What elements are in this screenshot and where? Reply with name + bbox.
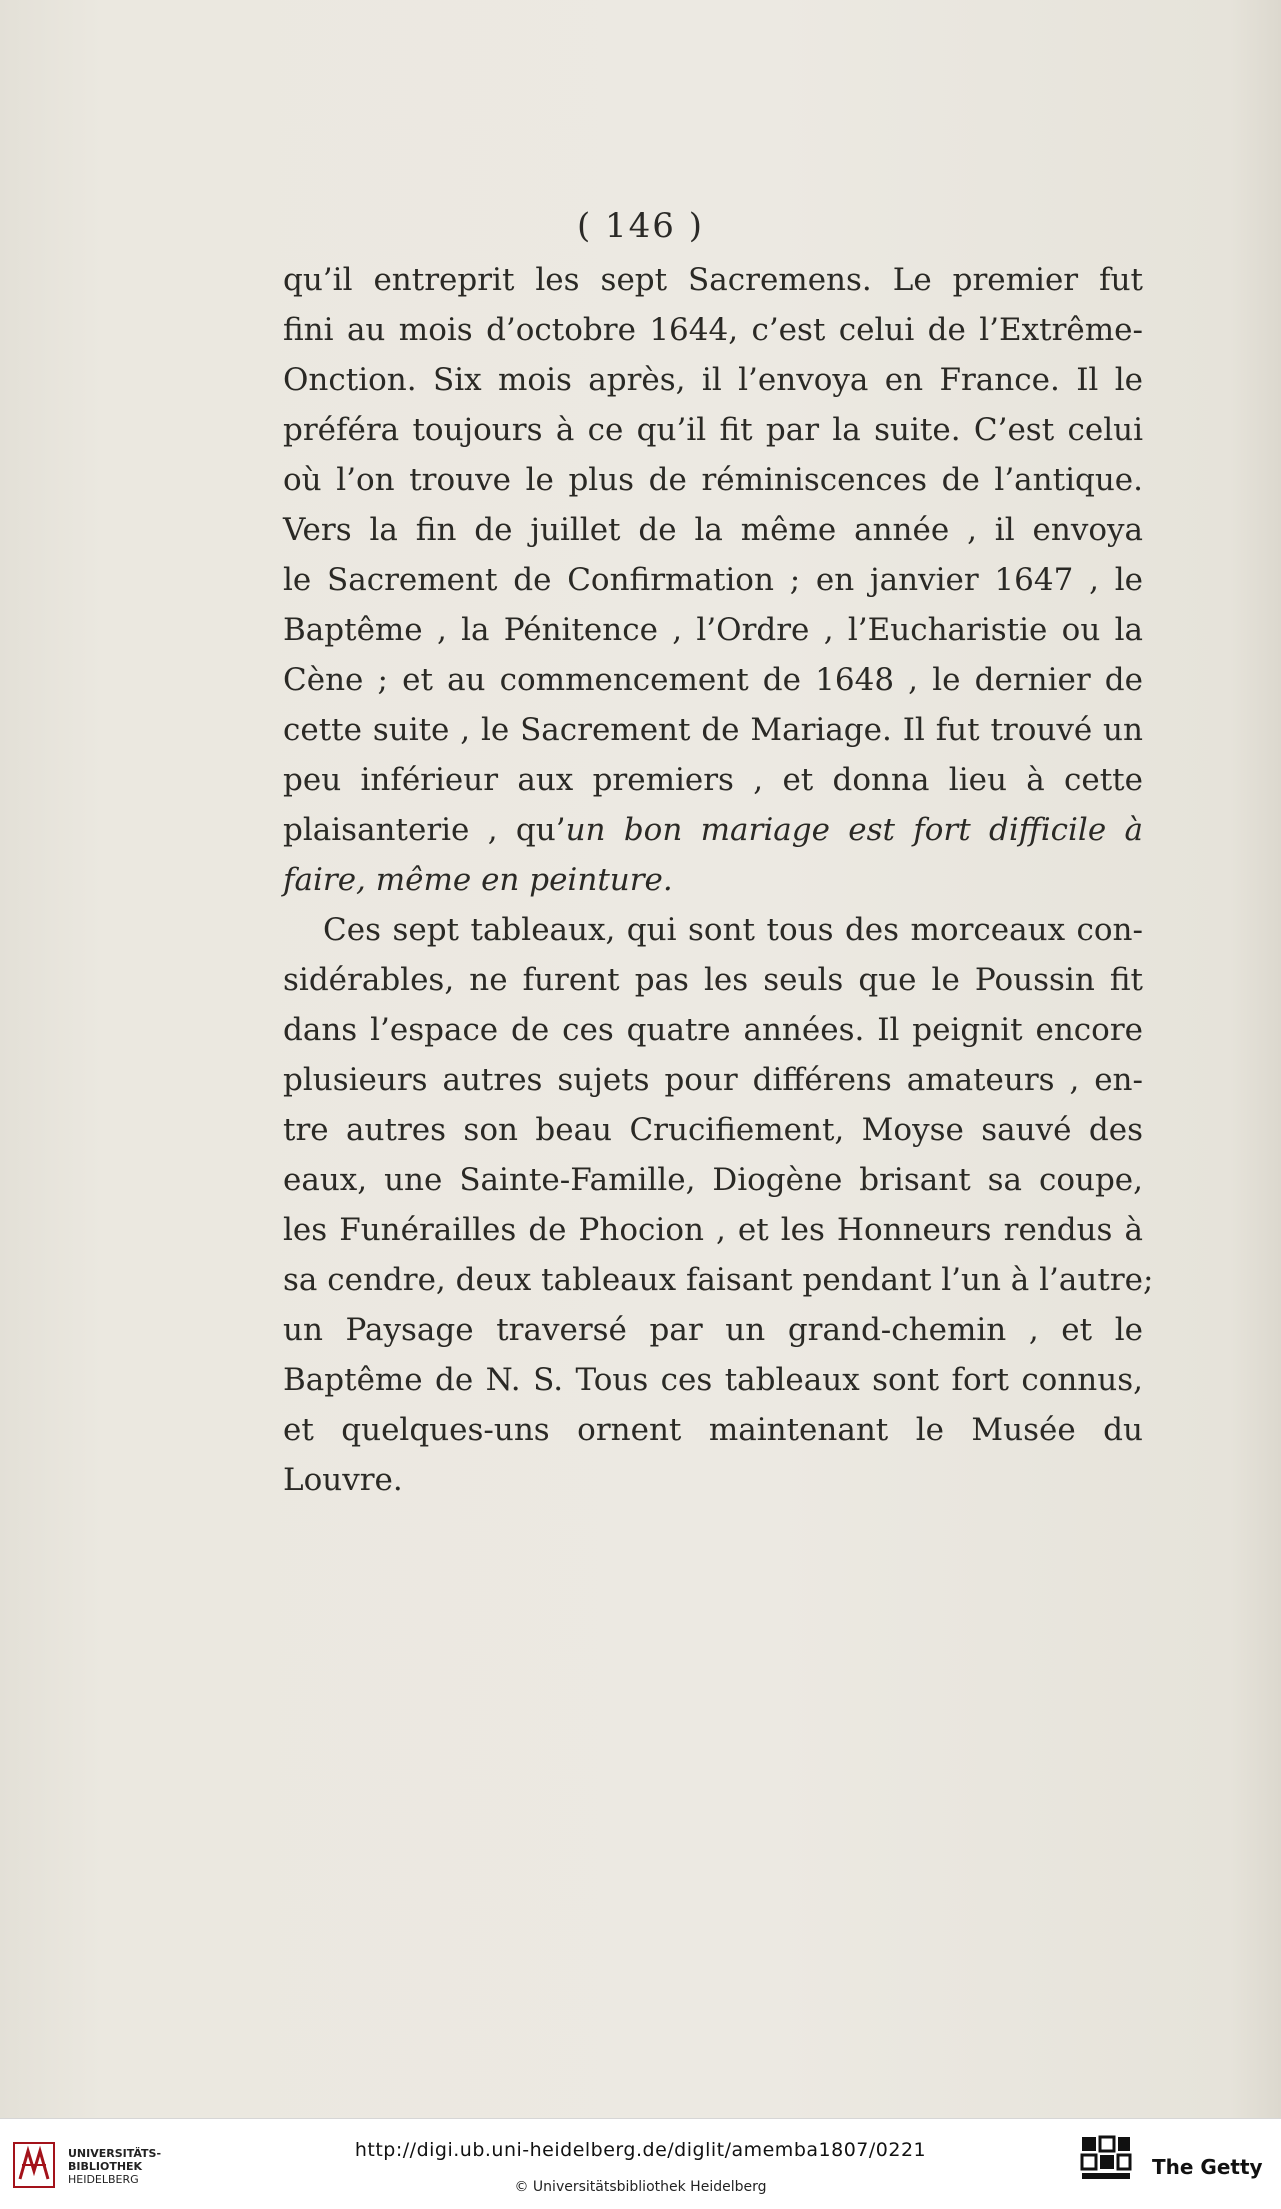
text-line: sidérables, ne furent pas les seuls que le Poussin fit	[283, 962, 1143, 998]
text-line: qu’il entreprit les sept Sacremens. Le premier fut	[283, 262, 1143, 298]
text-line: un Paysage traversé par un grand-chemin , et le	[283, 1312, 1143, 1348]
permalink-url[interactable]: http://digi.ub.uni-heidelberg.de/diglit/amemba1807/0221	[354, 2139, 927, 2161]
text-line: et quelques-uns ornent maintenant le Musée du	[283, 1412, 1143, 1448]
getty-logo-icon	[1078, 2131, 1134, 2191]
text-line: préféra toujours à ce qu’il fit par la suite. C’est celui	[283, 412, 1143, 448]
text-line-italic: faire, même en peinture.	[283, 862, 673, 898]
line-prefix: plaisanterie , qu’	[283, 812, 566, 848]
text-line: Cène ; et au commencement de 1648 , le dernier de	[283, 662, 1143, 698]
text-line: Louvre.	[283, 1462, 403, 1498]
library-name-line: UNIVERSITÄTS-	[68, 2147, 162, 2160]
text-line: plusieurs autres sujets pour différens amateurs , en-	[283, 1062, 1143, 1098]
paragraph-start-line: Ces sept tableaux, qui sont tous des morceaux con-	[323, 912, 1143, 948]
text-line: sa cendre, deux tableaux faisant pendant l’un à l’autre;	[283, 1262, 1154, 1298]
body-text	[283, 255, 1154, 1505]
library-name-line: BIBLIOTHEK	[68, 2160, 143, 2173]
text-line: peu inférieur aux premiers , et donna lieu à cette	[283, 762, 1143, 798]
text-line: les Funérailles de Phocion , et les Honneurs rendus à	[283, 1212, 1143, 1248]
text-line: eaux, une Sainte-Famille, Diogène brisant sa coupe,	[283, 1162, 1143, 1198]
text-line: cette suite , le Sacrement de Mariage. Il fut trouvé un	[283, 712, 1143, 748]
copyright-notice: © Universitätsbibliothek Heidelberg	[514, 2179, 767, 2195]
text-line: Onction. Six mois après, il l’envoya en France. Il le	[283, 362, 1143, 398]
page-number: ( 146 )	[576, 206, 705, 246]
italic-quote: un bon mariage est fort difficile à	[565, 812, 1144, 848]
partner-name: The Getty	[1152, 2155, 1263, 2179]
footer-bar	[0, 2118, 1281, 2209]
text-line: où l’on trouve le plus de réminiscences de l’antique.	[283, 462, 1143, 498]
text-line: Vers la fin de juillet de la même année , il envoya	[283, 512, 1143, 548]
library-name-line: HEIDELBERG	[68, 2173, 139, 2186]
text-line: Baptême de N. S. Tous ces tableaux sont fort connus,	[283, 1362, 1143, 1398]
text-line: le Sacrement de Confirmation ; en janvier 1647 , le	[283, 562, 1143, 598]
text-line: tre autres son beau Crucifiement, Moyse sauvé des	[283, 1112, 1143, 1148]
text-line-mixed	[283, 805, 1143, 855]
text-line: fini au mois d’octobre 1644, c’est celui de l’Extrême-	[283, 312, 1143, 348]
text-line: dans l’espace de ces quatre années. Il peignit encore	[283, 1012, 1143, 1048]
text-line: Baptême , la Pénitence , l’Ordre , l’Eucharistie ou la	[283, 612, 1143, 648]
